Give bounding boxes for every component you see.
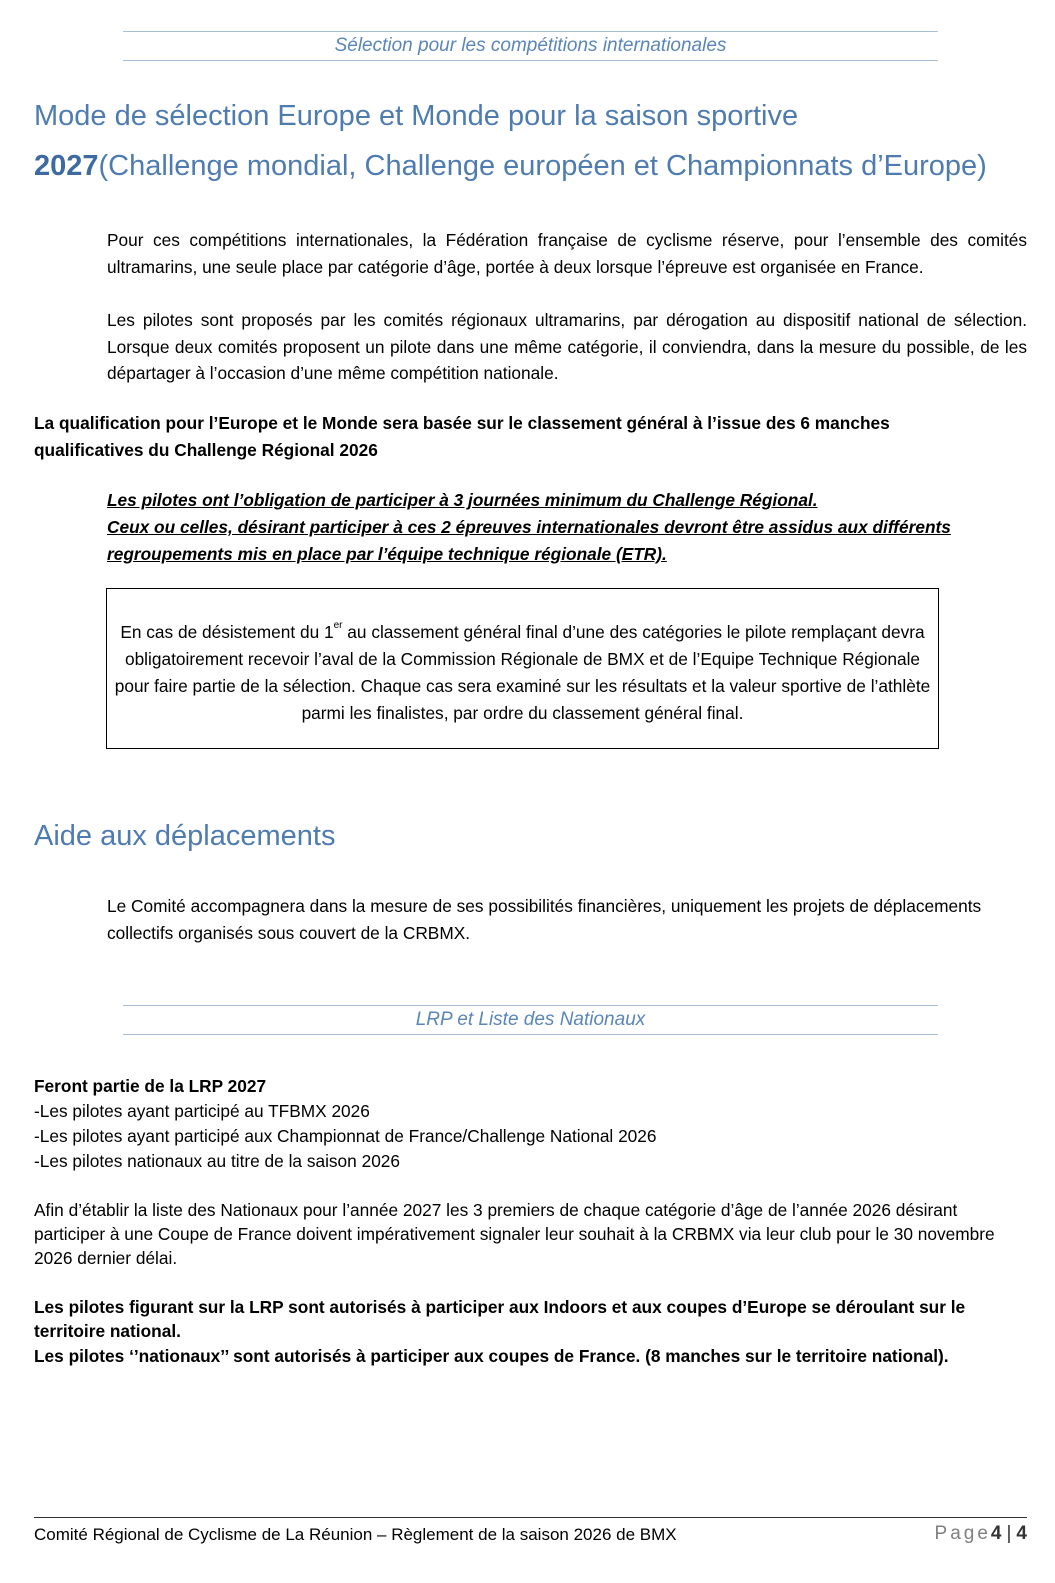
footer-separator: | xyxy=(1006,1523,1012,1544)
footer-page-total: 4 xyxy=(1016,1523,1027,1544)
paragraph-assiduite: Ceux ou celles, désirant participer à ces 2 épreuves internationales devront être assidus aux différents regroupements mis en place par l’équipe technique régionale (ETR). xyxy=(107,517,951,564)
list-item: -Les pilotes ayant participé aux Championnat de France/Challenge National 2026 xyxy=(34,1126,657,1146)
footer-divider xyxy=(34,1517,1027,1518)
box-superscript: er xyxy=(333,620,343,631)
list-item: -Les pilotes nationaux au titre de la saison 2026 xyxy=(34,1151,401,1171)
section-band-selection: Sélection pour les compétitions internationales xyxy=(123,31,938,61)
paragraph-obligation: Les pilotes ont l’obligation de participer à 3 journées minimum du Challenge Régional. xyxy=(107,490,818,510)
lrp-title: Feront partie de la LRP 2027 xyxy=(34,1076,267,1096)
footer-title: Comité Régional de Cyclisme de La Réunion – Règlement de la saison 2026 de BMX xyxy=(34,1525,677,1544)
heading-mode-selection xyxy=(34,91,987,191)
heading-line1: Mode de sélection Europe et Monde pour la saison sportive xyxy=(34,100,799,132)
box-text-start: En cas de désistement du 1 xyxy=(120,622,334,642)
heading-aide-deplacements: Aide aux déplacements xyxy=(34,820,336,852)
paragraph-nationaux: Afin d’établir la liste des Nationaux pour l’année 2027 les 3 premiers de chaque catégorie d’âge de l’année 2026 désirant participer à une Coupe de France doivent impérativement signaler leur souhait à la CRBMX via leur club pour le 30 novembre 2026 dernier délai. xyxy=(34,1200,995,1268)
paragraph-aide: Le Comité accompagnera dans la mesure de ses possibilités financières, uniquement les projets de déplacements collectifs organisés sous couvert de la CRBMX. xyxy=(107,896,982,943)
paragraph-nationaux-autorisations: Les pilotes ‘’nationaux’’ sont autorisés à participer aux coupes de France. (8 manches sur le territoire national). xyxy=(34,1346,949,1366)
footer-page-number xyxy=(935,1522,1027,1546)
paragraph-lrp-autorisations: Les pilotes figurant sur la LRP sont autorisés à participer aux Indoors et aux coupes d’Europe se déroulant sur le territoire national. xyxy=(34,1297,966,1341)
list-item: -Les pilotes ayant participé au TFBMX 2026 xyxy=(34,1101,370,1121)
desistement-box xyxy=(106,588,939,749)
footer-page-label: Page xyxy=(934,1523,991,1544)
footer-page-current: 4 xyxy=(990,1523,1002,1544)
box-text-rest: au classement général final d’une des catégories le pilote remplaçant devra obligatoirement recevoir l’aval de la Commission Régionale de BMX et de l’Equipe Technique Régionale pour faire partie de la sélection. Chaque cas sera examiné sur les résultats et la valeur sportive de l’athlète parmi les finalistes, par ordre du classement général final. xyxy=(114,622,931,723)
lrp-list xyxy=(34,1074,1024,1174)
heading-year: 2027 xyxy=(34,150,99,182)
paragraph-qualification: La qualification pour l’Europe et le Monde sera basée sur le classement général à l’issue des 6 manches qualificatives du Challenge Régional 2026 xyxy=(34,413,890,460)
section-band-lrp: LRP et Liste des Nationaux xyxy=(123,1005,938,1035)
paragraph-competitions: Pour ces compétitions internationales, la Fédération française de cyclisme réserve, pour l’ensemble des comités ultramarins, une seule place par catégorie d’âge, portée à deux lorsque l’épreuve est organisée en France. xyxy=(107,230,1027,277)
heading-line2: (Challenge mondial, Challenge européen et Championnats d’Europe) xyxy=(98,150,987,182)
paragraph-pilotes-proposes: Les pilotes sont proposés par les comités régionaux ultramarins, par dérogation au dispositif national de sélection. Lorsque deux comités proposent un pilote dans une même catégorie, il conviendra, dans la mesure du possible, de les départager à l’occasion d’une même compétition nationale. xyxy=(107,310,1027,384)
